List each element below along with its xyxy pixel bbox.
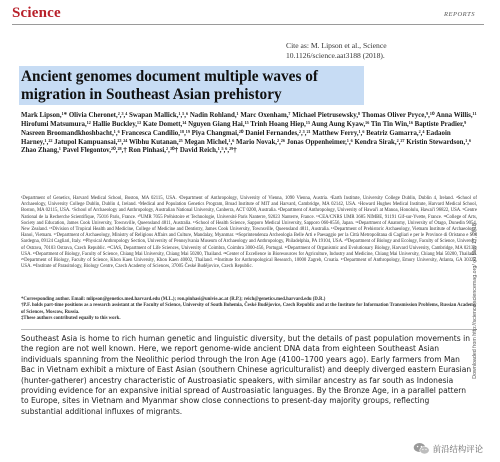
dagger-note: †P.F. holds part-time positions as a research assistant at the Faculty of Science, University of South Bohemia, České Budějovice, Czech Republic and at the Institute for Information Transmission Problems, Russian Academy of Sciences, Moscow, Russia. — [21, 303, 477, 315]
download-side-note-text: Downloaded from http://science.sciencemag.org/ on May 17, 2018 — [472, 223, 478, 379]
citation-line-1: Cite as: M. Lipson et al., Science — [286, 41, 387, 50]
equal-contribution-note: ‡These authors contributed equally to this work. — [21, 316, 121, 322]
author-list: Mark Lipson,¹* Olivia Cheronet,²,³,⁴ Swapan Mallick,¹,⁵,⁶ Nadin Rohland,¹ Marc Oxenham,⁷ Michael Pietrusewsky,⁸ Thomas Oliver Pryce,⁹,¹⁰ Anna Willis,¹¹ Hirofumi Matsumura,¹² Hallie Buckley,¹³ Kate Domett,¹⁴ Nguyen Giang Hai,¹⁵ Trinh Hoang Hiep,¹⁵ Aung Aung Kyaw,¹⁶ Tin Tin Win,¹⁶ Baptiste Pradier,⁹ Nasreen Broomandkhoshbacht,¹,⁶ Francesca Candilio,¹⁸,¹⁹ Piya Changmai,²⁰ Daniel Fernandes,²,³,²¹ Matthew Ferry,¹,⁶ Beatriz Gamarra,²,⁴ Eadaoin Harney,¹,²² Jatupol Kampuansai,²³,²⁴ Wibhu Kutanan,²⁵ Megan Michel,¹,⁶ Mario Novak,²,²⁶ Jonas Oppenheimer,¹,⁶ Kendra Sirak,²,²⁷ Kristin Stewardson,¹,⁶ Zhao Zhang,¹ Pavel Flegontov,²⁰,²⁸,† Ron Pinhasi,²,³⁰† David Reich,¹,⁵,⁶,²⁹† — [21, 112, 477, 155]
title-highlight — [19, 66, 364, 105]
wechat-icon — [413, 442, 430, 455]
article-title: Ancient genomes document multiple waves of migration in Southeast Asian prehistory — [21, 68, 318, 103]
header-divider — [12, 24, 484, 25]
affiliation-list: ¹Department of Genetics, Harvard Medical School, Boston, MA 02115, USA. ²Department of Anthropology, University of Vienna, 1090 Vienna, Austria. ³Earth Institute, University College Dublin, Dublin 4, Ireland. ⁴School of Archaeology, University College Dublin, Dublin 4, Ireland. ⁵Medical and Population Genetics Program, Broad Institute of MIT and Harvard, Cambridge, MA 02142, USA. ⁶Howard Hughes Medical Institute, Harvard Medical School, Boston, MA 02115, USA. ⁷School of Archaeology and Anthropology, Australian National University, Canberra, ACT 0200, Australia. ⁸Department of Anthropology, University of Hawai'i at Manoa, Honolulu, Hawai'i 96822, USA. ⁹Centre National de la Recherche Scientifique, 75016 Paris, France. ¹⁰UMR 7055 Préhistoire et Technologie, Université Paris Nanterre, 92023 Nanterre, France. ¹¹CEA/CNRS UMR 3685 NIMBE, 91191 Gif-sur-Yvette, France. ¹²College of Arts, Society and Education, James Cook University, Townsville, Queensland 4811, Australia. ¹³School of Health Science, Sapporo Medical University, Sapporo 060-8556, Japan. ¹⁴Department of Anatomy, University of Otago, Dunedin 9054, New Zealand. ¹⁵Division of Tropical Health and Medicine, College of Medicine and Dentistry, James Cook University, Townsville, Queensland 4811, Australia. ¹⁶Department of Prehistoric Archaeology, Vietnam Institute of Archaeology, Hanoi, Vietnam. ¹⁷Department of Archaeology, Ministry of Religious Affairs and Culture, Mandalay, Myanmar. ¹⁸Soprintendenza Archeologia Belle Arti e Paesaggio per la Città Metropolitana di Cagliari e per le Province di Oristano e Sud Sardegna, 09124 Cagliari, Italy. ¹⁹Physical Anthropology Section, University of Pennsylvania Museum of Archaeology and Anthropology, Philadelphia, PA 19104, USA. ²⁰Department of Biology and Ecology, Faculty of Science, University of Ostrava, 70103 Ostrava, Czech Republic. ²¹CIAS, Department of Life Sciences, University of Coimbra, Coimbra 3000-456, Portugal. ²²Department of Organismic and Evolutionary Biology, Harvard University, Cambridge, MA 02138, USA. ²³Department of Biology, Faculty of Science, Chiang Mai University, Chiang Mai 50200, Thailand. ²⁴Center of Excellence in Bioresources for Agriculture, Industry and Medicine, Chiang Mai University, Chiang Mai 50200, Thailand. ²⁵Department of Biology, Faculty of Science, Khon Kaen University, Khon Kaen 40002, Thailand. ²⁶Institute for Anthropological Research, 10000 Zagreb, Croatia. ²⁷Department of Anthropology, Emory University, Atlanta, GA 30322, USA. ²⁸Institute of Parasitology, Biology Centre, Czech Academy of Sciences, 37005 České Budějovice, Czech Republic. — [21, 196, 477, 270]
corresponding-author-emails: mlipson@genetics.med.harvard.edu (M.L.); ron.pinhasi@univie.ac.at (R.P.); reich@genetics.med.harvard.edu (D.R.) — [86, 297, 326, 302]
section-label: REPORTS — [444, 11, 475, 18]
author-notes — [21, 297, 477, 323]
notes-divider — [21, 329, 477, 330]
download-side-note — [470, 170, 480, 432]
citation-block — [286, 41, 476, 60]
watermark — [410, 441, 486, 456]
citation-line-2: 10.1126/science.aat3188 (2018). — [286, 50, 385, 60]
corresponding-author-label: *Corresponding author. Email: — [21, 297, 86, 302]
journal-logo: Science — [12, 5, 61, 21]
watermark-text: 前沿结构评论 — [432, 443, 483, 454]
abstract: Southeast Asia is home to rich human genetic and linguistic diversity, but the details of past population movements in the region are not well known. Here, we report genome-wide ancient DNA data from eighteen Southeast Asian individuals spanning from the Neolithic period through the Iron Age (4100–1700 years ago). Early farmers from Man Bac in Vietnam exhibit a mixture of East Asian (southern Chinese agriculturalist) and deeply diverged eastern Eurasian (hunter-gatherer) ancestry characteristic of Austroasiatic speakers, with similar ancestry as far south as Indonesia providing evidence for an expansive initial spread of Austroasiatic languages. By the Bronze Age, in a parallel pattern to Europe, sites in Vietnam and Myanmar show close connections to present-day majority groups, reflecting substantial additional influxes of migrants. — [21, 334, 472, 416]
